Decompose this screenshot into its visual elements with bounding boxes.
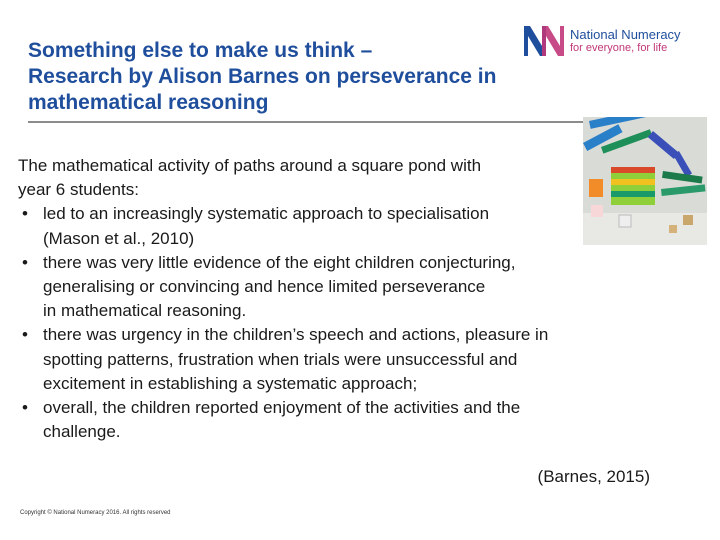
bullet-item	[18, 202, 668, 250]
body-text	[18, 154, 668, 444]
logo-tagline: for everyone, for life	[570, 42, 668, 54]
bullet-line: overall, the children reported enjoyment of the activities and the	[43, 398, 521, 418]
logo-name: National Numeracy	[570, 27, 681, 42]
bullet-line: there was urgency in the children’s speech and actions, pleasure in	[43, 325, 549, 345]
national-numeracy-logo	[524, 26, 714, 58]
bullet-item	[18, 251, 668, 324]
bullet-line: spotting patterns, frustration when trials were unsuccessful and	[43, 349, 518, 369]
bullet-symbol: •	[22, 252, 28, 272]
bullet-line: challenge.	[43, 422, 121, 442]
citation: (Barnes, 2015)	[537, 467, 650, 486]
bullet-line: generalising or convincing and hence limited perseverance	[43, 277, 486, 297]
bullet-line: excitement in establishing a systematic approach;	[43, 373, 418, 393]
bullet-line: in mathematical reasoning.	[43, 301, 247, 321]
bullet-symbol: •	[22, 398, 28, 418]
bullet-line: there was very little evidence of the eight children conjecturing,	[43, 252, 516, 272]
title-line: Something else to make us think –	[28, 39, 373, 62]
title-line: mathematical reasoning	[28, 91, 269, 114]
intro-line: year 6 students:	[18, 180, 139, 200]
bullet-line: led to an increasingly systematic approach to specialisation	[43, 204, 490, 224]
nn-logo-icon	[524, 26, 564, 56]
bullet-item	[18, 396, 668, 444]
intro-line: The mathematical activity of paths around a square pond with	[18, 156, 482, 175]
slide-title	[28, 38, 588, 116]
copyright-notice: Copyright © National Numeracy 2016. All rights reserved	[20, 510, 171, 516]
title-line: Research by Alison Barnes on perseverance in	[28, 65, 497, 88]
bullet-symbol: •	[22, 325, 28, 345]
bullet-symbol: •	[22, 204, 28, 224]
bullet-line: (Mason et al., 2010)	[43, 228, 195, 248]
bullet-item	[18, 323, 668, 396]
